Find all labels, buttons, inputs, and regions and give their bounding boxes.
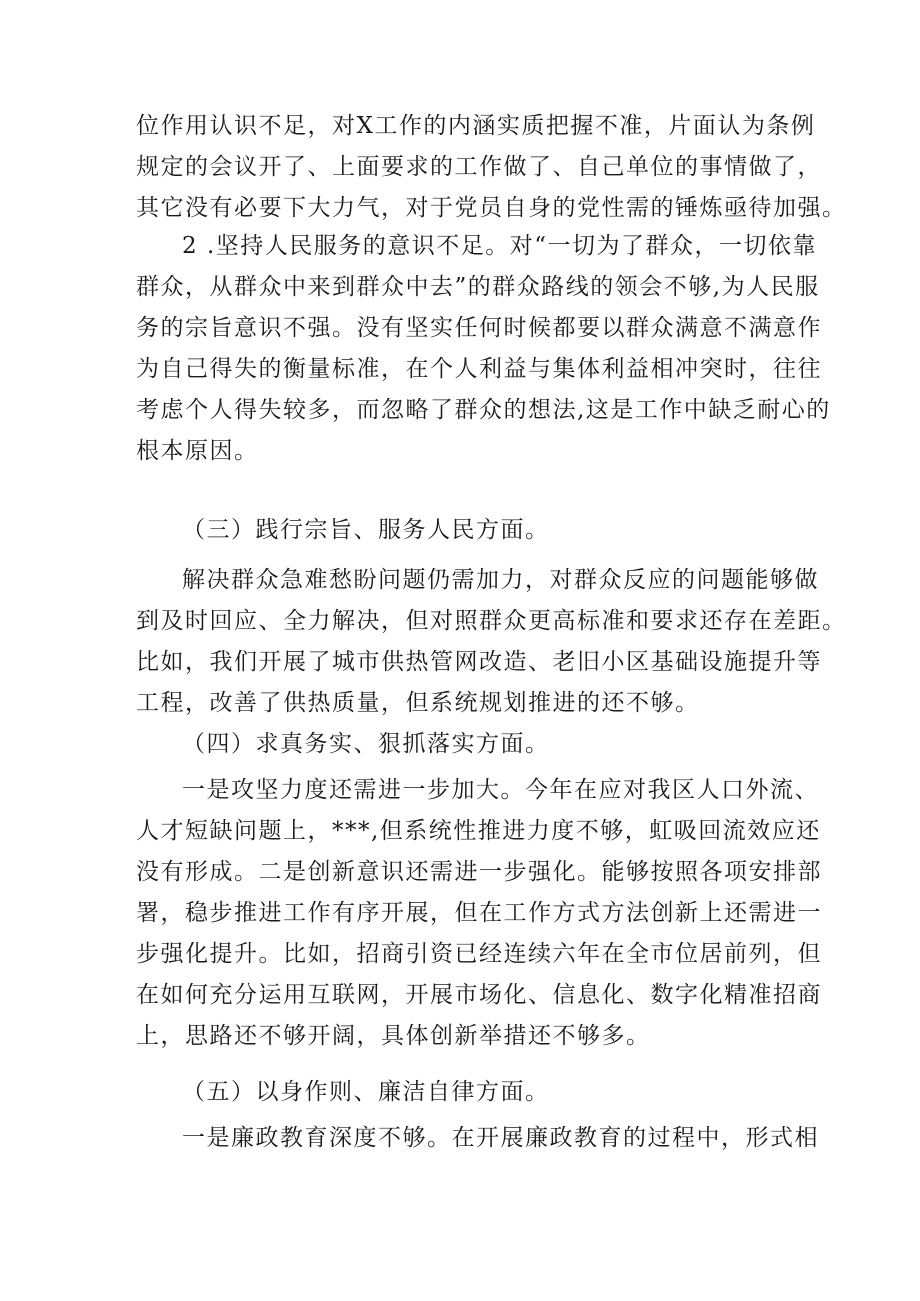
heading-line: （三）践行宗旨、服务人民方面。 [182,517,550,543]
text-line: 一是攻坚力度还需进一步加大。今年在应对我区人口外流、 [182,777,819,803]
text-line: 署，稳步推进工作有序开展，但在工作方式方法创新上还需进一 [136,900,822,926]
text-line: 一是廉政教育深度不够。在开展廉政教育的过程中，形式相 [182,1125,819,1151]
text-line: 根本原因。 [136,438,259,464]
text-line: 为自己得失的衡量标准，在个人利益与集体利益相冲突时，往往 [136,356,822,382]
text-line: 务的宗旨意识不强。没有坚实任何时候都要以群众满意不满意作 [136,315,822,341]
paragraph-integrity [136,1118,819,1159]
section-heading-4 [136,724,796,765]
heading-line: （四）求真务实、狠抓落实方面。 [182,731,550,757]
text-line: 2 .坚持人民服务的意识不足。对“一切为了群众，一切依靠 [182,233,818,259]
paragraph-people-service [136,226,831,472]
text-line: 其它没有必要下大力气，对于党员自身的党性需的锤炼亟待加强。 [136,195,847,221]
text-line: 工程，改善了供热质量，但系统规划推进的还不够。 [136,690,700,716]
text-line: 比如，我们开展了城市供热管网改造、老旧小区基础设施提升等 [136,649,822,675]
heading-line: （五）以身作则、廉洁自律方面。 [182,1079,550,1105]
section-heading-5 [136,1072,796,1113]
section-heading-3 [136,510,796,551]
paragraph-heating [136,560,847,724]
text-line: 在如何充分运用互联网，开展市场化、信息化、数字化精准招商 [136,982,822,1008]
text-line: 考虑个人得失较多，而忽略了群众的想法,这是工作中缺乏耐心的 [136,397,831,423]
text-line: 位作用认识不足，对X工作的内涵实质把握不准，片面认为条例 [136,113,816,139]
paragraph-continuation [136,106,847,229]
text-line: 上，思路还不够开阔，具体创新举措还不够多。 [136,1023,651,1049]
text-line: 规定的会议开了、上面要求的工作做了、自己单位的事情做了， [136,154,822,180]
text-line: 没有形成。二是创新意识还需进一步强化。能够按照各项安排部 [136,859,822,885]
text-line: 步强化提升。比如，招商引资已经连续六年在全市位居前列，但 [136,941,822,967]
text-line: 到及时回应、全力解决，但对照群众更高标准和要求还存在差距。 [136,608,847,634]
text-line: 解决群众急难愁盼问题仍需加力，对群众反应的问题能够做 [182,567,819,593]
text-line: 人才短缺问题上，***,但系统性推进力度不够，虹吸回流效应还 [136,818,821,844]
text-line: 群众，从群众中来到群众中去”的群众路线的领会不够,为人民服 [136,274,820,300]
paragraph-innovation [136,770,822,1057]
